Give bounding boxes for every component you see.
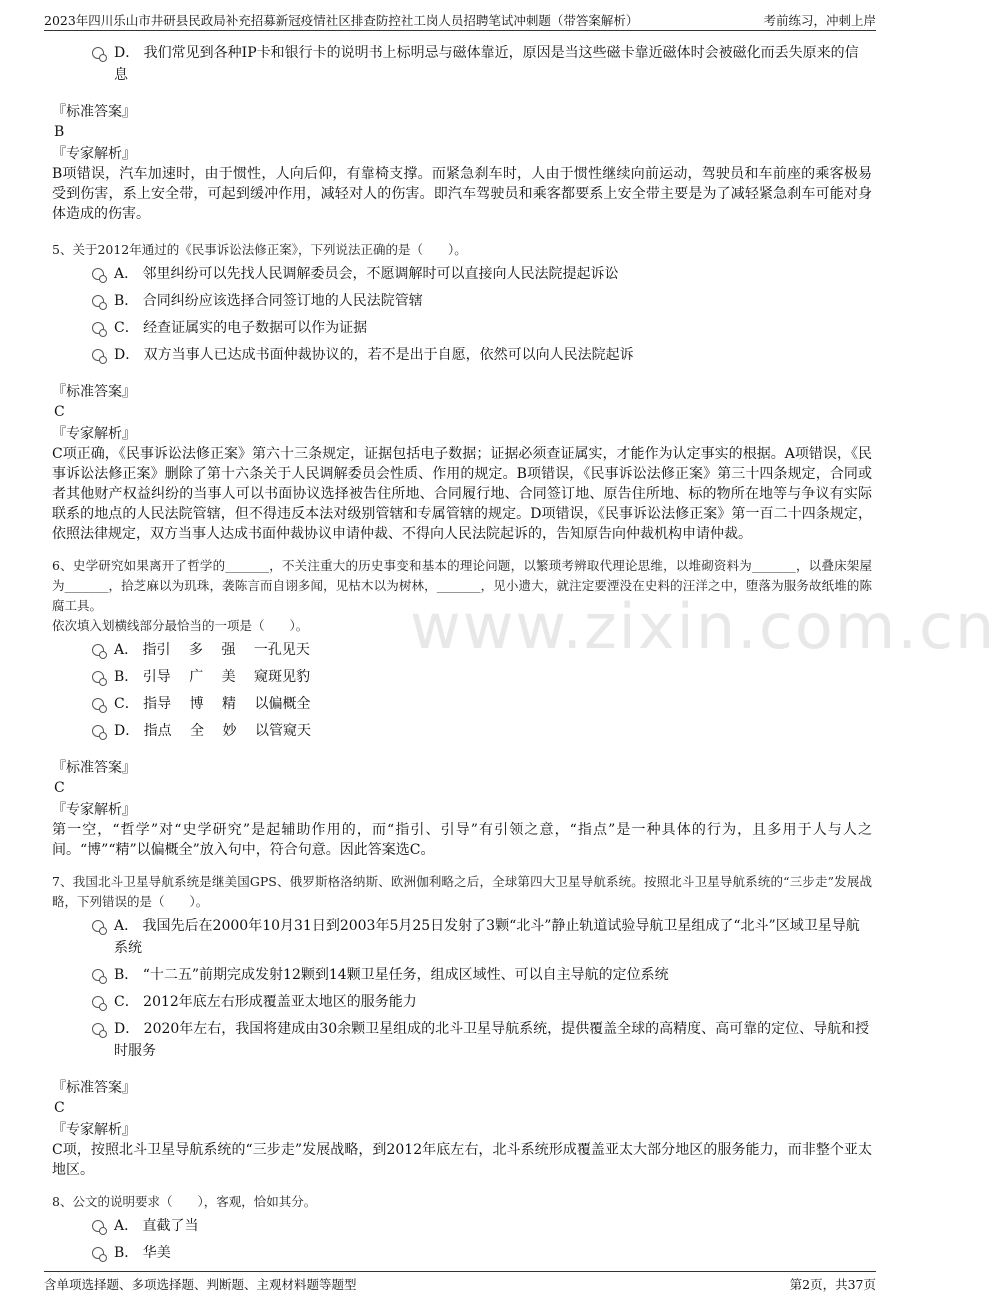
q4-answer: B xyxy=(54,124,65,140)
radio-icon[interactable] xyxy=(92,322,104,334)
page-footer xyxy=(44,1271,876,1296)
q5-explanation: C项正确，《民事诉讼法修正案》第六十三条规定，证据包括电子数据；证据必须查证属实，才能作为认定事实的根据。A项错误，《民事诉讼法修正案》删除了第十六条关于人民调解委员会性质、作用的规定。B项错误，《民事诉讼法修正案》第三十四条规定，合同或者其他财产权益纠纷的当事人可以书面协议选择被告住所地、合同履行地、合同签订地、原告住所地、标的物所在地等与争议有实际联系的地点的人民法院管辖，但不得违反本法对级别管辖和专属管辖的规定。D项错误，《民事诉讼法修正案》第一百二十四条规定，依照法律规定，双方当事人达成书面仲裁协议申请仲裁、不得向人民法院起诉的，告知原告向仲裁机构申请仲裁。 xyxy=(52,446,872,542)
q5-answer-label: 『标准答案』 xyxy=(52,384,136,400)
q7-answer: C xyxy=(54,1100,65,1116)
q7-explain-label: 『专家解析』 xyxy=(52,1122,136,1138)
q6-question: 6、史学研究如果离开了哲学的_______，不关注重大的历史事变和基本的理论问题，以繁琐考辨取代理论思维，以堆砌资料为_______，以叠床架屋为_______，拾芝麻以为玑珠，袭陈言而自诩多闻，见枯木以为树林，_______，见小遗大，就注定要湮没在史料的汪洋之中，堕落为服务故纸堆的陈腐工具。 xyxy=(52,558,872,613)
q5-option-b[interactable]: B． 合同纠纷应该选择合同签订地的人民法院管辖 xyxy=(52,290,872,312)
radio-icon[interactable] xyxy=(92,1023,104,1035)
q6-answer: C xyxy=(54,780,65,796)
q7-answer-label: 『标准答案』 xyxy=(52,1080,136,1096)
q5-explain-label: 『专家解析』 xyxy=(52,426,136,442)
radio-icon[interactable] xyxy=(92,996,104,1008)
q7-question: 7、我国北斗卫星导航系统是继美国GPS、俄罗斯格洛纳斯、欧洲伽利略之后，全球第四大卫星导航系统。按照北斗卫星导航系统的“三步走”发展战略，下列错误的是（ ）。 xyxy=(52,874,872,909)
radio-icon[interactable] xyxy=(92,725,104,737)
page-header xyxy=(44,6,876,31)
q7-option-d[interactable]: D． 2020年左右，我国将建成由30余颗卫星组成的北斗卫星导航系统，提供覆盖全球的高精度、高可靠的定位、导航和授时服务 xyxy=(52,1018,872,1062)
q7-option-c[interactable]: C． 2012年底左右形成覆盖亚太地区的服务能力 xyxy=(52,991,872,1013)
header-slogan: 考前练习，冲刺上岸 xyxy=(763,13,876,28)
radio-icon[interactable] xyxy=(92,969,104,981)
radio-icon[interactable] xyxy=(92,349,104,361)
radio-icon[interactable] xyxy=(92,698,104,710)
watermark: www.zixin.com.cn xyxy=(410,590,996,663)
q5-question: 5、关于2012年通过的《民事诉讼法修正案》，下列说法正确的是（ ）。 xyxy=(52,242,467,257)
page-content xyxy=(52,40,872,1269)
q8-option-b[interactable]: B． 华美 xyxy=(52,1242,872,1264)
radio-icon[interactable] xyxy=(92,671,104,683)
q6-prompt: 依次填入划横线部分最恰当的一项是（ ）。 xyxy=(52,618,309,633)
q6-option-b[interactable]: B． 引导 广 美 窥斑见豹 xyxy=(52,666,872,688)
q6-explanation: 第一空，“哲学”对“史学研究”是起辅助作用的，而“指引、引导”有引领之意，“指点”是一种具体的行为，且多用于人与人之间。“博”“精”以偏概全”放入句中，符合句意。因此答案选C。 xyxy=(52,822,872,858)
q6-option-c[interactable]: C． 指导 博 精 以偏概全 xyxy=(52,693,872,715)
q4-option-d[interactable]: D． 我们常见到各种IP卡和银行卡的说明书上标明忌与磁体靠近，原因是当这些磁卡靠近磁体时会被磁化而丢失原来的信息 xyxy=(52,42,872,86)
q7-option-b[interactable]: B． “十二五”前期完成发射12颗到14颗卫星任务，组成区域性、可以自主导航的定位系统 xyxy=(52,964,872,986)
radio-icon[interactable] xyxy=(92,47,104,59)
q7-explanation: C项，按照北斗卫星导航系统的“三步走”发展战略，到2012年底左右，北斗系统形成覆盖亚太大部分地区的服务能力，而非整个亚太地区。 xyxy=(52,1142,872,1178)
radio-icon[interactable] xyxy=(92,295,104,307)
document-title: 2023年四川乐山市井研县民政局补充招募新冠疫情社区排查防控社工岗人员招聘笔试冲刺题（带答案解析） xyxy=(44,13,639,28)
q6-explain-label: 『专家解析』 xyxy=(52,802,136,818)
q4-answer-label: 『标准答案』 xyxy=(52,104,136,120)
footer-note: 含单项选择题、多项选择题、判断题、主观材料题等题型 xyxy=(44,1277,357,1292)
page-number: 第2页，共37页 xyxy=(789,1277,876,1292)
radio-icon[interactable] xyxy=(92,268,104,280)
q6-option-d[interactable]: D． 指点 全 妙 以管窥天 xyxy=(52,720,872,742)
q5-option-a[interactable]: A． 邻里纠纷可以先找人民调解委员会，不愿调解时可以直接向人民法院提起诉讼 xyxy=(52,263,872,285)
q5-option-d[interactable]: D． 双方当事人已达成书面仲裁协议的，若不是出于自愿，依然可以向人民法院起诉 xyxy=(52,344,872,366)
q4-explanation: B项错误，汽车加速时，由于惯性，人向后仰，有靠椅支撑。而紧急刹车时，人由于惯性继续向前运动，驾驶员和车前座的乘客极易受到伤害，系上安全带，可起到缓冲作用，减轻对人的伤害。即汽车驾驶员和乘客都要系上安全带主要是为了减轻紧急刹车可能对身体造成的伤害。 xyxy=(52,166,872,222)
radio-icon[interactable] xyxy=(92,1220,104,1232)
q6-answer-label: 『标准答案』 xyxy=(52,760,136,776)
radio-icon[interactable] xyxy=(92,920,104,932)
q8-question: 8、公文的说明要求（ ），客观，恰如其分。 xyxy=(52,1194,317,1209)
radio-icon[interactable] xyxy=(92,1247,104,1259)
radio-icon[interactable] xyxy=(92,644,104,656)
q5-answer: C xyxy=(54,404,65,420)
q4-explain-label: 『专家解析』 xyxy=(52,146,136,162)
q7-option-a[interactable]: A． 我国先后在2000年10月31日到2003年5月25日发射了3颗“北斗”静止轨道试验导航卫星组成了“北斗”区域卫星导航系统 xyxy=(52,915,872,959)
q8-option-a[interactable]: A． 直截了当 xyxy=(52,1215,872,1237)
q6-option-a[interactable]: A． 指引 多 强 一孔见天 xyxy=(52,639,872,661)
q5-option-c[interactable]: C． 经查证属实的电子数据可以作为证据 xyxy=(52,317,872,339)
